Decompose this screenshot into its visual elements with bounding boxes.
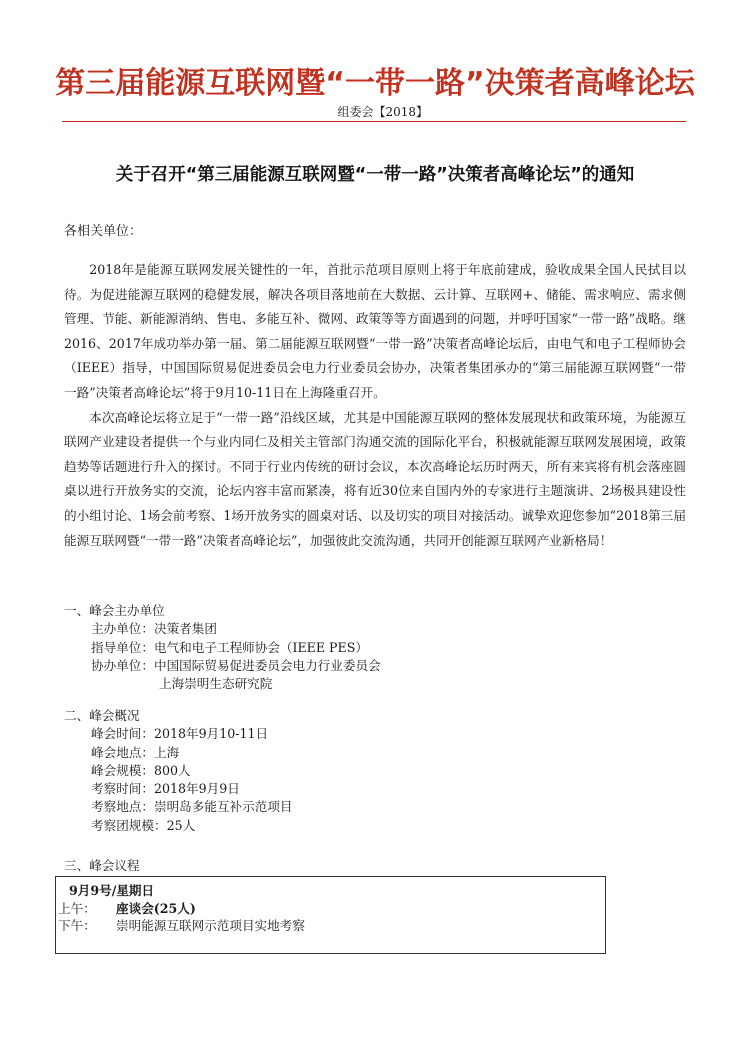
info-value: 25人	[166, 817, 196, 833]
info-value: 2018年9月10-11日	[153, 726, 269, 742]
info-label: 考察团规模：	[91, 817, 167, 833]
info-row	[64, 780, 293, 798]
organizer-reference: 组委会【2018】	[337, 105, 428, 119]
info-label: 峰会地点：	[91, 744, 154, 760]
info-label: 指导单位：	[91, 639, 154, 655]
info-value: 崇明岛多能互补示范项目	[153, 799, 293, 815]
info-value: 决策者集团	[153, 621, 217, 637]
info-row	[64, 817, 293, 835]
agenda-day: 9月9号/星期日	[69, 883, 155, 898]
agenda-activity: 崇明能源互联网示范项目实地考察	[116, 918, 305, 933]
forum-title: 第三届能源互联网暨“一带一路”决策者高峰论坛	[55, 66, 695, 101]
info-value: 中国国际贸易促进委员会电力行业委员会	[153, 657, 381, 673]
info-row	[64, 620, 381, 638]
info-row	[64, 744, 293, 762]
info-row	[64, 798, 293, 816]
notice-body	[64, 258, 686, 553]
info-value: 电气和电子工程师协会（IEEE PES）	[153, 639, 368, 655]
agenda-table	[55, 876, 606, 954]
header-divider	[62, 121, 686, 122]
section-heading: 二、峰会概况	[64, 708, 140, 723]
info-row	[64, 725, 293, 743]
agenda-row	[58, 915, 305, 934]
agenda-activity: 座谈会(25人)	[116, 901, 196, 916]
agenda-period: 上午：	[58, 901, 96, 916]
info-label: 考察地点：	[91, 799, 154, 815]
section-heading: 三、峰会议程	[64, 858, 140, 873]
info-label: 主办单位：	[91, 621, 154, 637]
info-label: 峰会时间：	[91, 726, 154, 742]
organizers-section	[64, 602, 381, 693]
notice-title: 关于召开“第三届能源互联网暨“一带一路”决策者高峰论坛”的通知	[115, 165, 635, 185]
info-label: 协办单位：	[91, 657, 154, 673]
info-label: 峰会规模：	[91, 762, 154, 778]
body-paragraph: 2018年是能源互联网发展关键性的一年，首批示范项目原则上将于年底前建成，验收成果全国人民拭目以待。为促进能源互联网的稳健发展，解决各项目落地前在大数据、云计算、互联网+、储能、需求响应、需求侧管理、节能、新能源消纳、售电、多能互补、微网、政策等等方面遇到的问题，并呼吁国家“一带一路”战略。继2016、2017年成功举办第一届、第二届能源互联网暨“一带一路”决策者高峰论坛后，由电气和电子工程师协会（IEEE）指导，中国国际贸易促进委员会电力行业委员会协办，决策者集团承办的“第三届能源互联网暨“一带一路”决策者高峰论坛”将于9月10-11日在上海隆重召开。	[64, 262, 686, 400]
info-value: 800人	[153, 762, 191, 778]
agenda-section	[64, 857, 140, 875]
overview-section	[64, 707, 293, 835]
section-heading: 一、峰会主办单位	[64, 603, 165, 618]
greeting: 各相关单位：	[64, 224, 143, 239]
agenda-period: 下午：	[58, 918, 96, 933]
info-label: 考察时间：	[91, 781, 154, 797]
info-row	[64, 639, 381, 657]
info-value: 上海崇明生态研究院	[159, 676, 273, 692]
info-value: 2018年9月9日	[153, 781, 240, 797]
info-row	[64, 675, 381, 693]
info-row	[64, 762, 293, 780]
body-paragraph: 本次高峰论坛将立足于“一带一路”沿线区域，尤其是中国能源互联网的整体发展现状和政策环境，为能源互联网产业建设者提供一个与业内同仁及相关主管部门沟通交流的国际化平台，积极就能源互联网发展困境，政策趋势等话题进行升入的探讨。不同于行业内传统的研讨会议，本次高峰论坛历时两天，所有来宾将有机会落座圆桌以进行开放务实的交流，论坛内容丰富而紧凑，将有近30位来自国内外的专家进行主题演讲、2场极具建设性的小组讨论、1场会前考察、1场开放务实的圆桌对话、以及切实的项目对接活动。诚挚欢迎您参加“2018第三届能源互联网暨“一带一路”决策者高峰论坛”，加强彼此交流沟通，共同开创能源互联网产业新格局！	[64, 409, 686, 548]
info-value: 上海	[153, 744, 180, 760]
info-row	[64, 657, 381, 675]
